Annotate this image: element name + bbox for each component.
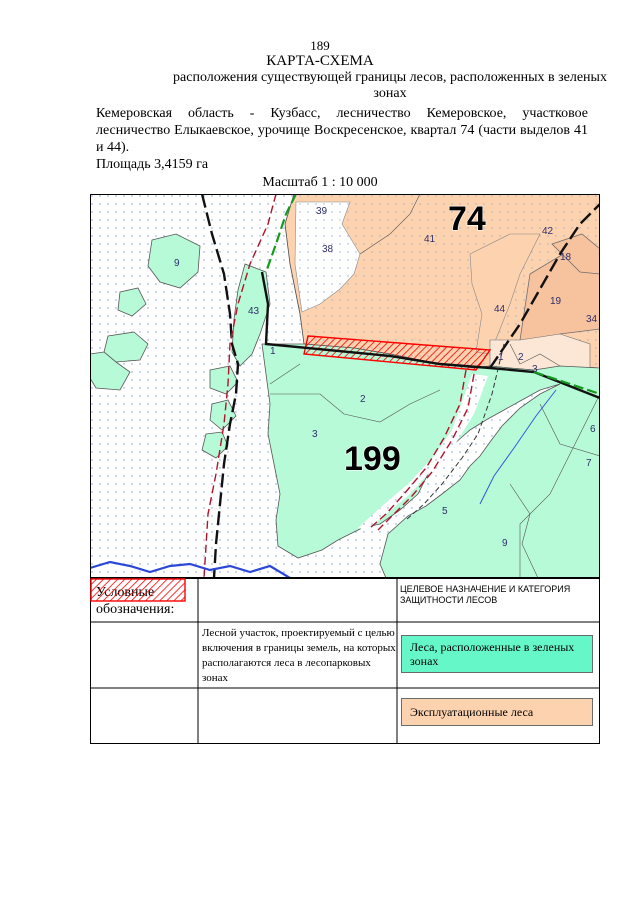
quarter-label-199: 199 [344, 440, 401, 478]
allotment-label-19: 19 [550, 296, 562, 307]
area-value: Площадь 3,4159 га [96, 157, 209, 172]
scale-value: Масштаб 1 : 10 000 [262, 175, 378, 190]
allotment-label-7: 7 [586, 458, 592, 469]
allotment-label-9-left: 9 [174, 258, 180, 269]
allotment-label-18: 18 [560, 252, 572, 263]
allotment-label-5: 5 [442, 506, 448, 517]
allotment-label-3-right: 3 [532, 364, 538, 375]
doc-subtitle: расположения существующей границы лесов, расположенных в зеленых зонах [173, 70, 607, 101]
allotment-label-34: 34 [586, 314, 598, 325]
allotment-label-2-right: 2 [518, 352, 524, 363]
allotment-label-1-right: 1 [498, 352, 504, 363]
page-number: 189 [310, 38, 330, 53]
quarter-label-74: 74 [448, 200, 486, 238]
allotment-label-9-right: 9 [502, 538, 508, 549]
allotment-label-41: 41 [424, 234, 436, 245]
allotment-label-2-left: 2 [360, 394, 366, 405]
map-schema [90, 194, 600, 578]
allotment-label-1-left: 1 [270, 346, 276, 357]
doc-title: КАРТА-СХЕМА [266, 53, 374, 69]
legend-class-exploitation: Эксплуатационные леса [401, 698, 593, 726]
allotment-label-38: 38 [322, 244, 334, 255]
legend-project-description: Лесной участок, проектируемый с целью включения в границы земель, на которых располагаются леса в лесопарковых зонах [202, 627, 396, 684]
location-description: Кемеровская область - Кузбасс, лесничество Кемеровское, участковое лесничество Елыкаевское, урочище Воскресенское, квартал 74 (части выделов 41 и 44). [96, 106, 588, 155]
legend-category-header: ЦЕЛЕВОЕ НАЗНАЧЕНИЕ И КАТЕГОРИЯ ЗАЩИТНОСТИ ЛЕСОВ [400, 584, 571, 605]
legend-class-green-zone: Леса, расположенные в зеленых зонах [401, 635, 593, 673]
legend-hatch-swatch [90, 578, 186, 602]
allotment-label-42: 42 [542, 226, 554, 237]
legend-table [90, 578, 600, 744]
allotment-label-6: 6 [590, 424, 596, 435]
allotment-label-44: 44 [494, 304, 506, 315]
allotment-label-3-left: 3 [312, 429, 318, 440]
legend-header: обозначения: [96, 602, 175, 617]
allotment-label-39: 39 [316, 206, 328, 217]
allotment-label-43: 43 [248, 306, 260, 317]
